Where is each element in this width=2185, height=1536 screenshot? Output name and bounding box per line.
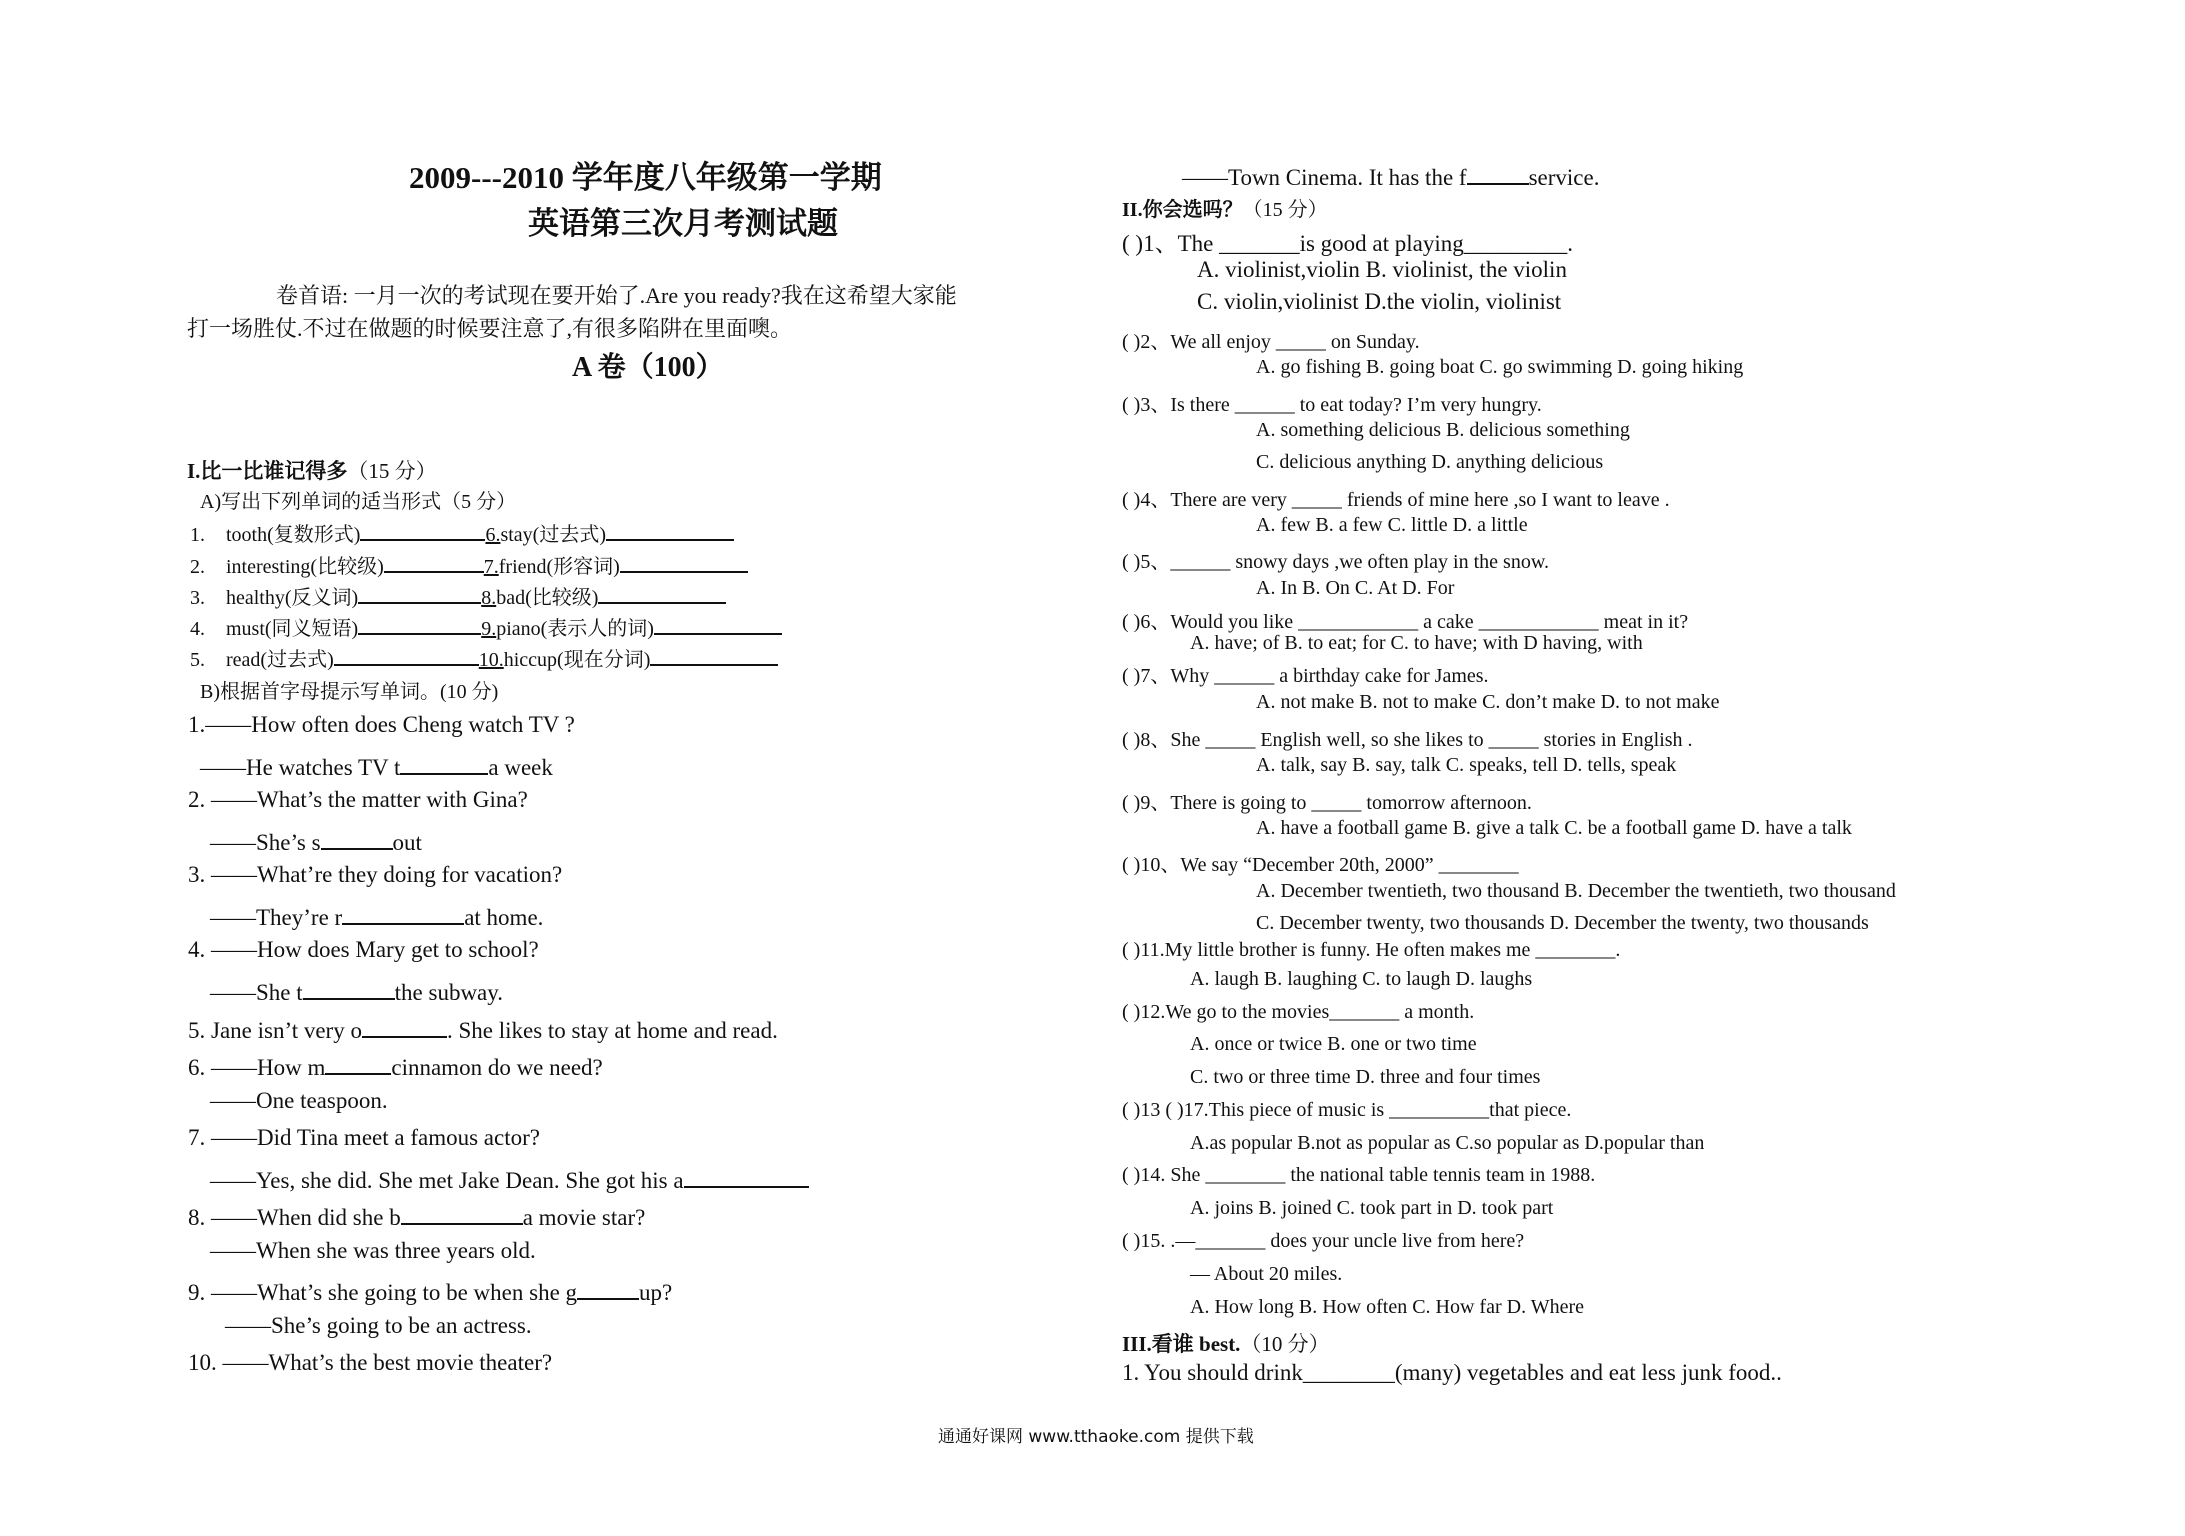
choice-q15: ( )15. .—_______ does your uncle live from here? — [1122, 1230, 1525, 1252]
choice-q6-options: A. have; of B. to eat; for C. to have; with D having, with — [1190, 632, 1643, 654]
choice-q3-options-2: C. delicious anything D. anything delicious — [1256, 451, 1604, 473]
choice-q3-options-1: A. something delicious B. delicious something — [1256, 419, 1630, 441]
fill-q4-question: 4. ——How does Mary get to school? — [188, 937, 539, 962]
fill-q10-answer: ——Town Cinema. It has the f service. — [1182, 160, 1599, 191]
answer-blank[interactable] — [684, 1163, 809, 1188]
preface-line2: 打一场胜仗.不过在做题的时候要注意了,有很多陷阱在里面噢。 — [187, 316, 793, 341]
part1-heading: I.比一比谁记得多（15 分） — [187, 459, 437, 483]
choice-q14: ( )14. She ________ the national table tennis team in 1988. — [1122, 1164, 1596, 1186]
choice-q11: ( )11.My little brother is funny. He often makes me ________. — [1122, 939, 1621, 961]
fill-q6-question: 6. ——How m cinnamon do we need? — [188, 1050, 603, 1081]
choice-q13: ( )13 ( )17.This piece of music is __________that piece. — [1122, 1099, 1572, 1121]
choice-q2: ( )2、We all enjoy _____ on Sunday. — [1122, 331, 1420, 353]
answer-blank[interactable] — [321, 825, 393, 850]
choice-q1: ( )1、The _______is good at playing_________. — [1122, 231, 1574, 256]
section-a-title: A 卷（100） — [572, 352, 724, 383]
part2-heading: II.你会选吗？（15 分） — [1122, 199, 1328, 221]
choice-q1-options-2: C. violin,violinist D.the violin, violinist — [1197, 289, 1562, 314]
fill-q7-answer: ——Yes, she did. She met Jake Dean. She got his a — [210, 1163, 809, 1194]
choice-q13-options: A.as popular B.not as popular as C.so popular as D.popular than — [1190, 1132, 1705, 1154]
footer-source: 通通好课网 www.tthaoke.com 提供下载 — [938, 1427, 1254, 1447]
choice-q9: ( )9、There is going to _____ tomorrow afternoon. — [1122, 792, 1532, 814]
choice-q15-answer: — About 20 miles. — [1190, 1263, 1343, 1285]
choice-q12-options-2: C. two or three time D. three and four times — [1190, 1066, 1541, 1088]
answer-blank[interactable] — [303, 975, 395, 1000]
word-item-2: 2. interesting(比较级) 7.friend(形容词) — [190, 550, 748, 579]
fill-q1-question: 1.——How often does Cheng watch TV ? — [188, 712, 575, 737]
fill-q8-question: 8. ——When did she b a movie star? — [188, 1200, 645, 1231]
word-item-4: 4. must(同义短语) 9.piano(表示人的词) — [190, 612, 782, 641]
choice-q5: ( )5、______ snowy days ,we often play in the snow. — [1122, 551, 1549, 573]
fill-q4-answer: ——She t the subway. — [210, 975, 503, 1006]
choice-q4: ( )4、There are very _____ friends of mine here ,so I want to leave . — [1122, 489, 1670, 511]
choice-q15-options: A. How long B. How often C. How far D. Where — [1190, 1296, 1585, 1318]
part3-q1: 1. You should drink________(many) vegetables and eat less junk food.. — [1122, 1360, 1782, 1385]
choice-q14-options: A. joins B. joined C. took part in D. took part — [1190, 1197, 1554, 1219]
answer-blank[interactable] — [362, 1013, 447, 1038]
word-item-5: 5. read(过去式) 10.hiccup(现在分词) — [190, 643, 778, 672]
fill-q3-answer: ——They’re r at home. — [210, 900, 543, 931]
choice-q9-options: A. have a football game B. give a talk C. be a football game D. have a talk — [1256, 817, 1852, 839]
choice-q10-options-2: C. December twenty, two thousands D. December the twenty, two thousands — [1256, 912, 1869, 934]
fill-q2-answer: ——She’s s out — [210, 825, 422, 856]
choice-q12: ( )12.We go to the movies_______ a month. — [1122, 1001, 1475, 1023]
choice-q11-options: A. laugh B. laughing C. to laugh D. laughs — [1190, 968, 1533, 990]
answer-blank[interactable] — [342, 900, 464, 925]
choice-q7-options: A. not make B. not to make C. don’t make D. to not make — [1256, 691, 1720, 713]
part1-sub-a: A)写出下列单词的适当形式（5 分） — [200, 491, 517, 513]
answer-blank[interactable] — [401, 1200, 523, 1225]
choice-q7: ( )7、Why ______ a birthday cake for James. — [1122, 665, 1489, 687]
fill-q2-question: 2. ——What’s the matter with Gina? — [188, 787, 528, 812]
choice-q10-options-1: A. December twentieth, two thousand B. December the twentieth, two thousand — [1256, 880, 1896, 902]
choice-q2-options: A. go fishing B. going boat C. go swimming D. going hiking — [1256, 356, 1744, 378]
word-item-1: 1. tooth(复数形式) 6.stay(过去式) — [190, 518, 734, 547]
choice-q1-options-1: A. violinist,violin B. violinist, the violin — [1197, 257, 1567, 282]
answer-blank[interactable] — [400, 750, 488, 775]
choice-q12-options-1: A. once or twice B. one or two time — [1190, 1033, 1477, 1055]
choice-q3: ( )3、Is there ______ to eat today? I’m very hungry. — [1122, 394, 1542, 416]
preface-line1: 卷首语: 一月一次的考试现在要开始了.Are you ready?我在这希望大家能 — [276, 283, 957, 308]
word-item-3: 3. healthy(反义词) 8.bad(比较级) — [190, 581, 726, 610]
fill-q5: 5. Jane isn’t very o . She likes to stay at home and read. — [188, 1013, 778, 1044]
answer-blank[interactable] — [325, 1050, 391, 1075]
answer-blank[interactable] — [1467, 160, 1529, 185]
fill-q9-answer: ——She’s going to be an actress. — [225, 1313, 532, 1338]
choice-q5-options: A. In B. On C. At D. For — [1256, 577, 1455, 599]
answer-blank[interactable] — [577, 1275, 639, 1300]
choice-q8-options: A. talk, say B. say, talk C. speaks, tell D. tells, speak — [1256, 754, 1677, 776]
exam-title-line1: 2009---2010 学年度八年级第一学期 — [409, 160, 882, 195]
fill-q10-question: 10. ——What’s the best movie theater? — [188, 1350, 553, 1375]
fill-q9-question: 9. ——What’s she going to be when she g up? — [188, 1275, 672, 1306]
choice-q4-options: A. few B. a few C. little D. a little — [1256, 514, 1528, 536]
part1-sub-b: B)根据首字母提示写单词。(10 分) — [200, 681, 499, 703]
fill-q3-question: 3. ——What’re they doing for vacation? — [188, 862, 563, 887]
part3-heading: III.看谁 best.（10 分） — [1122, 1332, 1330, 1356]
choice-q10: ( )10、We say “December 20th, 2000” ________ — [1122, 854, 1519, 876]
fill-q7-question: 7. ——Did Tina meet a famous actor? — [188, 1125, 540, 1150]
fill-q8-answer: ——When she was three years old. — [210, 1238, 536, 1263]
fill-q1-answer: ——He watches TV t a week — [200, 750, 553, 781]
choice-q8: ( )8、She _____ English well, so she likes to _____ stories in English . — [1122, 729, 1693, 751]
exam-title-line2: 英语第三次月考测试题 — [528, 206, 838, 241]
choice-q6: ( )6、Would you like ____________ a cake ____________ meat in it? — [1122, 611, 1689, 633]
fill-q6-answer: ——One teaspoon. — [210, 1088, 388, 1113]
